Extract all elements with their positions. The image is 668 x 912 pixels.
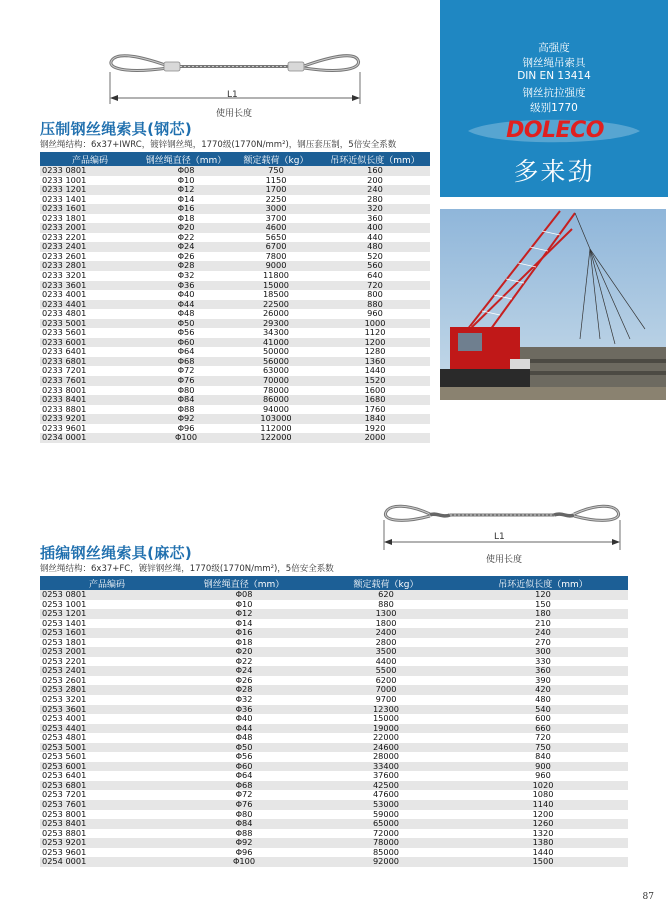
diameter-cell: Φ56 — [140, 328, 232, 338]
diameter-cell: Φ36 — [174, 705, 314, 715]
rated-load-cell: 750 — [232, 166, 320, 176]
rated-load-cell: 63000 — [232, 366, 320, 376]
product-code-cell: 0253 2401 — [40, 666, 174, 676]
eye-length-cell: 360 — [320, 214, 430, 224]
diameter-cell: Φ18 — [140, 214, 232, 224]
eye-length-cell: 900 — [458, 762, 628, 772]
diameter-cell: Φ96 — [174, 848, 314, 858]
rated-load-cell: 59000 — [314, 810, 458, 820]
eye-length-cell: 1520 — [320, 376, 430, 386]
table-row — [40, 857, 628, 867]
rated-load-cell: 22500 — [232, 300, 320, 310]
eye-length-cell: 420 — [458, 685, 628, 695]
rated-load-cell: 50000 — [232, 347, 320, 357]
eye-length-cell: 150 — [458, 600, 628, 610]
eye-length-cell: 1260 — [458, 819, 628, 829]
product-code-cell: 0253 6801 — [40, 781, 174, 791]
product-code-cell: 0253 4401 — [40, 724, 174, 734]
product-code-cell: 0233 7601 — [40, 376, 140, 386]
eye-length-cell: 330 — [458, 657, 628, 667]
diameter-cell: Φ76 — [140, 376, 232, 386]
section2-description: 钢丝绳结构：6x37+FC，镀锌钢丝绳，1770级(1770N/mm²)，5倍安全系数 — [40, 564, 334, 574]
top-usage-length-label: 使用长度 — [216, 109, 253, 119]
diameter-cell: Φ50 — [140, 319, 232, 329]
eye-length-cell: 1920 — [320, 424, 430, 434]
eye-length-cell: 1680 — [320, 395, 430, 405]
product-code-cell: 0253 1401 — [40, 619, 174, 629]
diameter-cell: Φ88 — [174, 829, 314, 839]
rated-load-cell: 6200 — [314, 676, 458, 686]
header-diameter: 钢丝绳直径（mm） — [140, 152, 232, 166]
eye-length-cell: 320 — [320, 204, 430, 214]
rated-load-cell: 28000 — [314, 752, 458, 762]
diameter-cell: Φ10 — [140, 176, 232, 186]
product-code-cell: 0253 2201 — [40, 657, 174, 667]
diameter-cell: Φ60 — [140, 338, 232, 348]
rated-load-cell: 1700 — [232, 185, 320, 195]
rated-load-cell: 37600 — [314, 771, 458, 781]
brand-line-grade: 级别1770 — [530, 102, 578, 114]
product-code-cell: 0253 7601 — [40, 800, 174, 810]
rated-load-cell: 5500 — [314, 666, 458, 676]
eye-length-cell: 1360 — [320, 357, 430, 367]
diameter-cell: Φ22 — [174, 657, 314, 667]
eye-length-cell: 240 — [320, 185, 430, 195]
rated-load-cell: 4400 — [314, 657, 458, 667]
rated-load-cell: 34300 — [232, 328, 320, 338]
rated-load-cell: 4600 — [232, 223, 320, 233]
diameter-cell: Φ100 — [140, 433, 232, 443]
rated-load-cell: 33400 — [314, 762, 458, 772]
eye-length-cell: 640 — [320, 271, 430, 281]
diameter-cell: Φ88 — [140, 405, 232, 415]
diameter-cell: Φ84 — [174, 819, 314, 829]
eye-length-cell: 160 — [320, 166, 430, 176]
eye-length-cell: 1380 — [458, 838, 628, 848]
rated-load-cell: 53000 — [314, 800, 458, 810]
diameter-cell: Φ32 — [140, 271, 232, 281]
spliced-sling-table — [40, 576, 628, 867]
product-code-cell: 0233 5001 — [40, 319, 140, 329]
product-code-cell: 0253 1001 — [40, 600, 174, 610]
crane-photo — [440, 209, 666, 400]
eye-length-cell: 210 — [458, 619, 628, 629]
diameter-cell: Φ48 — [140, 309, 232, 319]
diameter-cell: Φ56 — [174, 752, 314, 762]
product-code-cell: 0233 8001 — [40, 386, 140, 396]
eye-length-cell: 1600 — [320, 386, 430, 396]
eye-length-cell: 1120 — [320, 328, 430, 338]
eye-length-cell: 520 — [320, 252, 430, 262]
eye-length-cell: 480 — [320, 242, 430, 252]
section1-description: 钢丝绳结构：6x37+IWRC，镀锌钢丝绳，1770级(1770N/mm²)，钢压套压制，5倍安全系数 — [40, 140, 397, 150]
eye-length-cell: 1000 — [320, 319, 430, 329]
diameter-cell: Φ50 — [174, 743, 314, 753]
rated-load-cell: 26000 — [232, 309, 320, 319]
eye-length-cell: 720 — [458, 733, 628, 743]
header-rated-load: 额定载荷（kg） — [232, 152, 320, 166]
product-code-cell: 0233 0801 — [40, 166, 140, 176]
bottom-usage-length-label: 使用长度 — [486, 555, 523, 565]
product-code-cell: 0233 2201 — [40, 233, 140, 243]
eye-length-cell: 1500 — [458, 857, 628, 867]
rated-load-cell: 2800 — [314, 638, 458, 648]
diameter-cell: Φ16 — [174, 628, 314, 638]
rated-load-cell: 22000 — [314, 733, 458, 743]
brand-line-sling: 钢丝绳吊索具 — [522, 57, 586, 69]
product-code-cell: 0233 6801 — [40, 357, 140, 367]
diameter-cell: Φ28 — [174, 685, 314, 695]
diameter-cell: Φ12 — [174, 609, 314, 619]
eye-length-cell: 1280 — [320, 347, 430, 357]
rated-load-cell: 3700 — [232, 214, 320, 224]
product-code-cell: 0253 6401 — [40, 771, 174, 781]
diameter-cell: Φ68 — [174, 781, 314, 791]
rated-load-cell: 85000 — [314, 848, 458, 858]
pressed-sling-drawing — [100, 42, 370, 114]
product-code-cell: 0234 0001 — [40, 433, 140, 443]
rated-load-cell: 112000 — [232, 424, 320, 434]
product-code-cell: 0233 4801 — [40, 309, 140, 319]
diameter-cell: Φ40 — [174, 714, 314, 724]
product-code-cell: 0233 1401 — [40, 195, 140, 205]
table-row — [40, 433, 430, 443]
section1-title: 压制钢丝绳索具(钢芯) — [40, 120, 193, 138]
eye-length-cell: 1840 — [320, 414, 430, 424]
eye-length-cell: 560 — [320, 261, 430, 271]
top-dimension-label: L1 — [227, 90, 238, 100]
rated-load-cell: 47600 — [314, 790, 458, 800]
product-code-cell: 0253 2601 — [40, 676, 174, 686]
diameter-cell: Φ20 — [140, 223, 232, 233]
rated-load-cell: 11800 — [232, 271, 320, 281]
diameter-cell: Φ48 — [174, 733, 314, 743]
eye-length-cell: 660 — [458, 724, 628, 734]
diameter-cell: Φ76 — [174, 800, 314, 810]
eye-length-cell: 600 — [458, 714, 628, 724]
eye-length-cell: 1440 — [320, 366, 430, 376]
diameter-cell: Φ24 — [174, 666, 314, 676]
diameter-cell: Φ72 — [174, 790, 314, 800]
section2-title: 插编钢丝绳索具(麻芯) — [40, 544, 193, 562]
product-code-cell: 0233 8401 — [40, 395, 140, 405]
diameter-cell: Φ36 — [140, 281, 232, 291]
pressed-sling-table — [40, 152, 430, 443]
diameter-cell: Φ12 — [140, 185, 232, 195]
rated-load-cell: 9000 — [232, 261, 320, 271]
rated-load-cell: 1150 — [232, 176, 320, 186]
eye-length-cell: 400 — [320, 223, 430, 233]
product-code-cell: 0253 1601 — [40, 628, 174, 638]
diameter-cell: Φ10 — [174, 600, 314, 610]
rated-load-cell: 1300 — [314, 609, 458, 619]
diameter-cell: Φ80 — [174, 810, 314, 820]
product-code-cell: 0253 2001 — [40, 647, 174, 657]
rated-load-cell: 18500 — [232, 290, 320, 300]
rated-load-cell: 7800 — [232, 252, 320, 262]
brand-line-standard: DIN EN 13414 — [517, 70, 591, 82]
brand-line-high-strength: 高强度 — [538, 42, 570, 54]
product-code-cell: 0233 2601 — [40, 252, 140, 262]
eye-length-cell: 200 — [320, 176, 430, 186]
eye-length-cell: 540 — [458, 705, 628, 715]
diameter-cell: Φ40 — [140, 290, 232, 300]
eye-length-cell: 1080 — [458, 790, 628, 800]
product-code-cell: 0253 0801 — [40, 590, 174, 600]
diameter-cell: Φ92 — [174, 838, 314, 848]
header-eye-length: 吊环近似长度（mm） — [320, 152, 430, 166]
product-code-cell: 0233 2001 — [40, 223, 140, 233]
rated-load-cell: 19000 — [314, 724, 458, 734]
diameter-cell: Φ100 — [174, 857, 314, 867]
eye-length-cell: 180 — [458, 609, 628, 619]
rated-load-cell: 6700 — [232, 242, 320, 252]
rated-load-cell: 24600 — [314, 743, 458, 753]
product-code-cell: 0233 1801 — [40, 214, 140, 224]
product-code-cell: 0253 1201 — [40, 609, 174, 619]
diameter-cell: Φ64 — [140, 347, 232, 357]
product-code-cell: 0253 9201 — [40, 838, 174, 848]
rated-load-cell: 5650 — [232, 233, 320, 243]
diameter-cell: Φ96 — [140, 424, 232, 434]
diameter-cell: Φ20 — [174, 647, 314, 657]
product-code-cell: 0253 3201 — [40, 695, 174, 705]
eye-length-cell: 120 — [458, 590, 628, 600]
product-code-cell: 0253 3601 — [40, 705, 174, 715]
rated-load-cell: 65000 — [314, 819, 458, 829]
header-eye-length: 吊环近似长度（mm） — [458, 576, 628, 590]
diameter-cell: Φ92 — [140, 414, 232, 424]
diameter-cell: Φ60 — [174, 762, 314, 772]
table-header-row — [40, 152, 430, 166]
diameter-cell: Φ26 — [174, 676, 314, 686]
product-code-cell: 0233 7201 — [40, 366, 140, 376]
product-code-cell: 0233 8801 — [40, 405, 140, 415]
product-code-cell: 0233 1601 — [40, 204, 140, 214]
product-code-cell: 0233 3201 — [40, 271, 140, 281]
product-code-cell: 0253 2801 — [40, 685, 174, 695]
product-code-cell: 0233 1001 — [40, 176, 140, 186]
header-product-code: 产品编码 — [40, 576, 174, 590]
product-code-cell: 0253 6001 — [40, 762, 174, 772]
doleco-logo-text: DOLECO — [506, 118, 604, 143]
eye-length-cell: 960 — [458, 771, 628, 781]
rated-load-cell: 29300 — [232, 319, 320, 329]
diameter-cell: Φ22 — [140, 233, 232, 243]
brand-panel — [440, 0, 668, 197]
product-code-cell: 0254 0001 — [40, 857, 174, 867]
diameter-cell: Φ84 — [140, 395, 232, 405]
product-code-cell: 0233 3601 — [40, 281, 140, 291]
eye-length-cell: 480 — [458, 695, 628, 705]
product-code-cell: 0253 4801 — [40, 733, 174, 743]
product-code-cell: 0233 6401 — [40, 347, 140, 357]
rated-load-cell: 78000 — [314, 838, 458, 848]
rated-load-cell: 103000 — [232, 414, 320, 424]
table-header-row — [40, 576, 628, 590]
diameter-cell: Φ44 — [174, 724, 314, 734]
product-code-cell: 0233 9201 — [40, 414, 140, 424]
eye-length-cell: 1440 — [458, 848, 628, 858]
bottom-dimension-label: L1 — [494, 532, 505, 542]
eye-length-cell: 280 — [320, 195, 430, 205]
eye-length-cell: 1140 — [458, 800, 628, 810]
product-code-cell: 0253 5601 — [40, 752, 174, 762]
rated-load-cell: 15000 — [232, 281, 320, 291]
diameter-cell: Φ08 — [174, 590, 314, 600]
rated-load-cell: 41000 — [232, 338, 320, 348]
header-diameter: 钢丝绳直径（mm） — [174, 576, 314, 590]
eye-length-cell: 300 — [458, 647, 628, 657]
eye-length-cell: 390 — [458, 676, 628, 686]
rated-load-cell: 2250 — [232, 195, 320, 205]
product-code-cell: 0233 5601 — [40, 328, 140, 338]
header-product-code: 产品编码 — [40, 152, 140, 166]
eye-length-cell: 1320 — [458, 829, 628, 839]
rated-load-cell: 9700 — [314, 695, 458, 705]
eye-length-cell: 960 — [320, 309, 430, 319]
diameter-cell: Φ68 — [140, 357, 232, 367]
product-code-cell: 0253 8401 — [40, 819, 174, 829]
diameter-cell: Φ32 — [174, 695, 314, 705]
diameter-cell: Φ08 — [140, 166, 232, 176]
eye-length-cell: 1760 — [320, 405, 430, 415]
product-code-cell: 0233 4401 — [40, 300, 140, 310]
diameter-cell: Φ14 — [174, 619, 314, 629]
doleco-logo — [464, 118, 644, 144]
header-rated-load: 额定载荷（kg） — [314, 576, 458, 590]
eye-length-cell: 440 — [320, 233, 430, 243]
product-code-cell: 0233 4001 — [40, 290, 140, 300]
rated-load-cell: 620 — [314, 590, 458, 600]
rated-load-cell: 70000 — [232, 376, 320, 386]
product-code-cell: 0253 7201 — [40, 790, 174, 800]
eye-length-cell: 1200 — [458, 810, 628, 820]
product-code-cell: 0233 2401 — [40, 242, 140, 252]
product-code-cell: 0233 2801 — [40, 261, 140, 271]
product-code-cell: 0233 6001 — [40, 338, 140, 348]
eye-length-cell: 750 — [458, 743, 628, 753]
rated-load-cell: 1800 — [314, 619, 458, 629]
eye-length-cell: 1200 — [320, 338, 430, 348]
rated-load-cell: 78000 — [232, 386, 320, 396]
rated-load-cell: 122000 — [232, 433, 320, 443]
product-code-cell: 0253 8001 — [40, 810, 174, 820]
product-code-cell: 0233 1201 — [40, 185, 140, 195]
eye-length-cell: 720 — [320, 281, 430, 291]
brand-chinese-name: 多来劲 — [513, 157, 595, 186]
product-code-cell: 0233 9601 — [40, 424, 140, 434]
rated-load-cell: 2400 — [314, 628, 458, 638]
brand-line-tensile: 钢丝抗拉强度 — [522, 87, 586, 99]
diameter-cell: Φ26 — [140, 252, 232, 262]
diameter-cell: Φ14 — [140, 195, 232, 205]
product-code-cell: 0253 1801 — [40, 638, 174, 648]
eye-length-cell: 2000 — [320, 433, 430, 443]
rated-load-cell: 86000 — [232, 395, 320, 405]
rated-load-cell: 3000 — [232, 204, 320, 214]
diameter-cell: Φ18 — [174, 638, 314, 648]
rated-load-cell: 7000 — [314, 685, 458, 695]
rated-load-cell: 12300 — [314, 705, 458, 715]
eye-length-cell: 880 — [320, 300, 430, 310]
eye-length-cell: 360 — [458, 666, 628, 676]
eye-length-cell: 800 — [320, 290, 430, 300]
rated-load-cell: 15000 — [314, 714, 458, 724]
diameter-cell: Φ80 — [140, 386, 232, 396]
diameter-cell: Φ64 — [174, 771, 314, 781]
product-code-cell: 0253 5001 — [40, 743, 174, 753]
rated-load-cell: 880 — [314, 600, 458, 610]
diameter-cell: Φ16 — [140, 204, 232, 214]
product-code-cell: 0253 8801 — [40, 829, 174, 839]
rated-load-cell: 42500 — [314, 781, 458, 791]
eye-length-cell: 270 — [458, 638, 628, 648]
page-number: 87 — [642, 892, 654, 902]
rated-load-cell: 92000 — [314, 857, 458, 867]
eye-length-cell: 840 — [458, 752, 628, 762]
diameter-cell: Φ72 — [140, 366, 232, 376]
diameter-cell: Φ44 — [140, 300, 232, 310]
rated-load-cell: 3500 — [314, 647, 458, 657]
rated-load-cell: 56000 — [232, 357, 320, 367]
eye-length-cell: 1020 — [458, 781, 628, 791]
diameter-cell: Φ28 — [140, 261, 232, 271]
diameter-cell: Φ24 — [140, 242, 232, 252]
rated-load-cell: 94000 — [232, 405, 320, 415]
eye-length-cell: 240 — [458, 628, 628, 638]
product-code-cell: 0253 4001 — [40, 714, 174, 724]
rated-load-cell: 72000 — [314, 829, 458, 839]
product-code-cell: 0253 9601 — [40, 848, 174, 858]
